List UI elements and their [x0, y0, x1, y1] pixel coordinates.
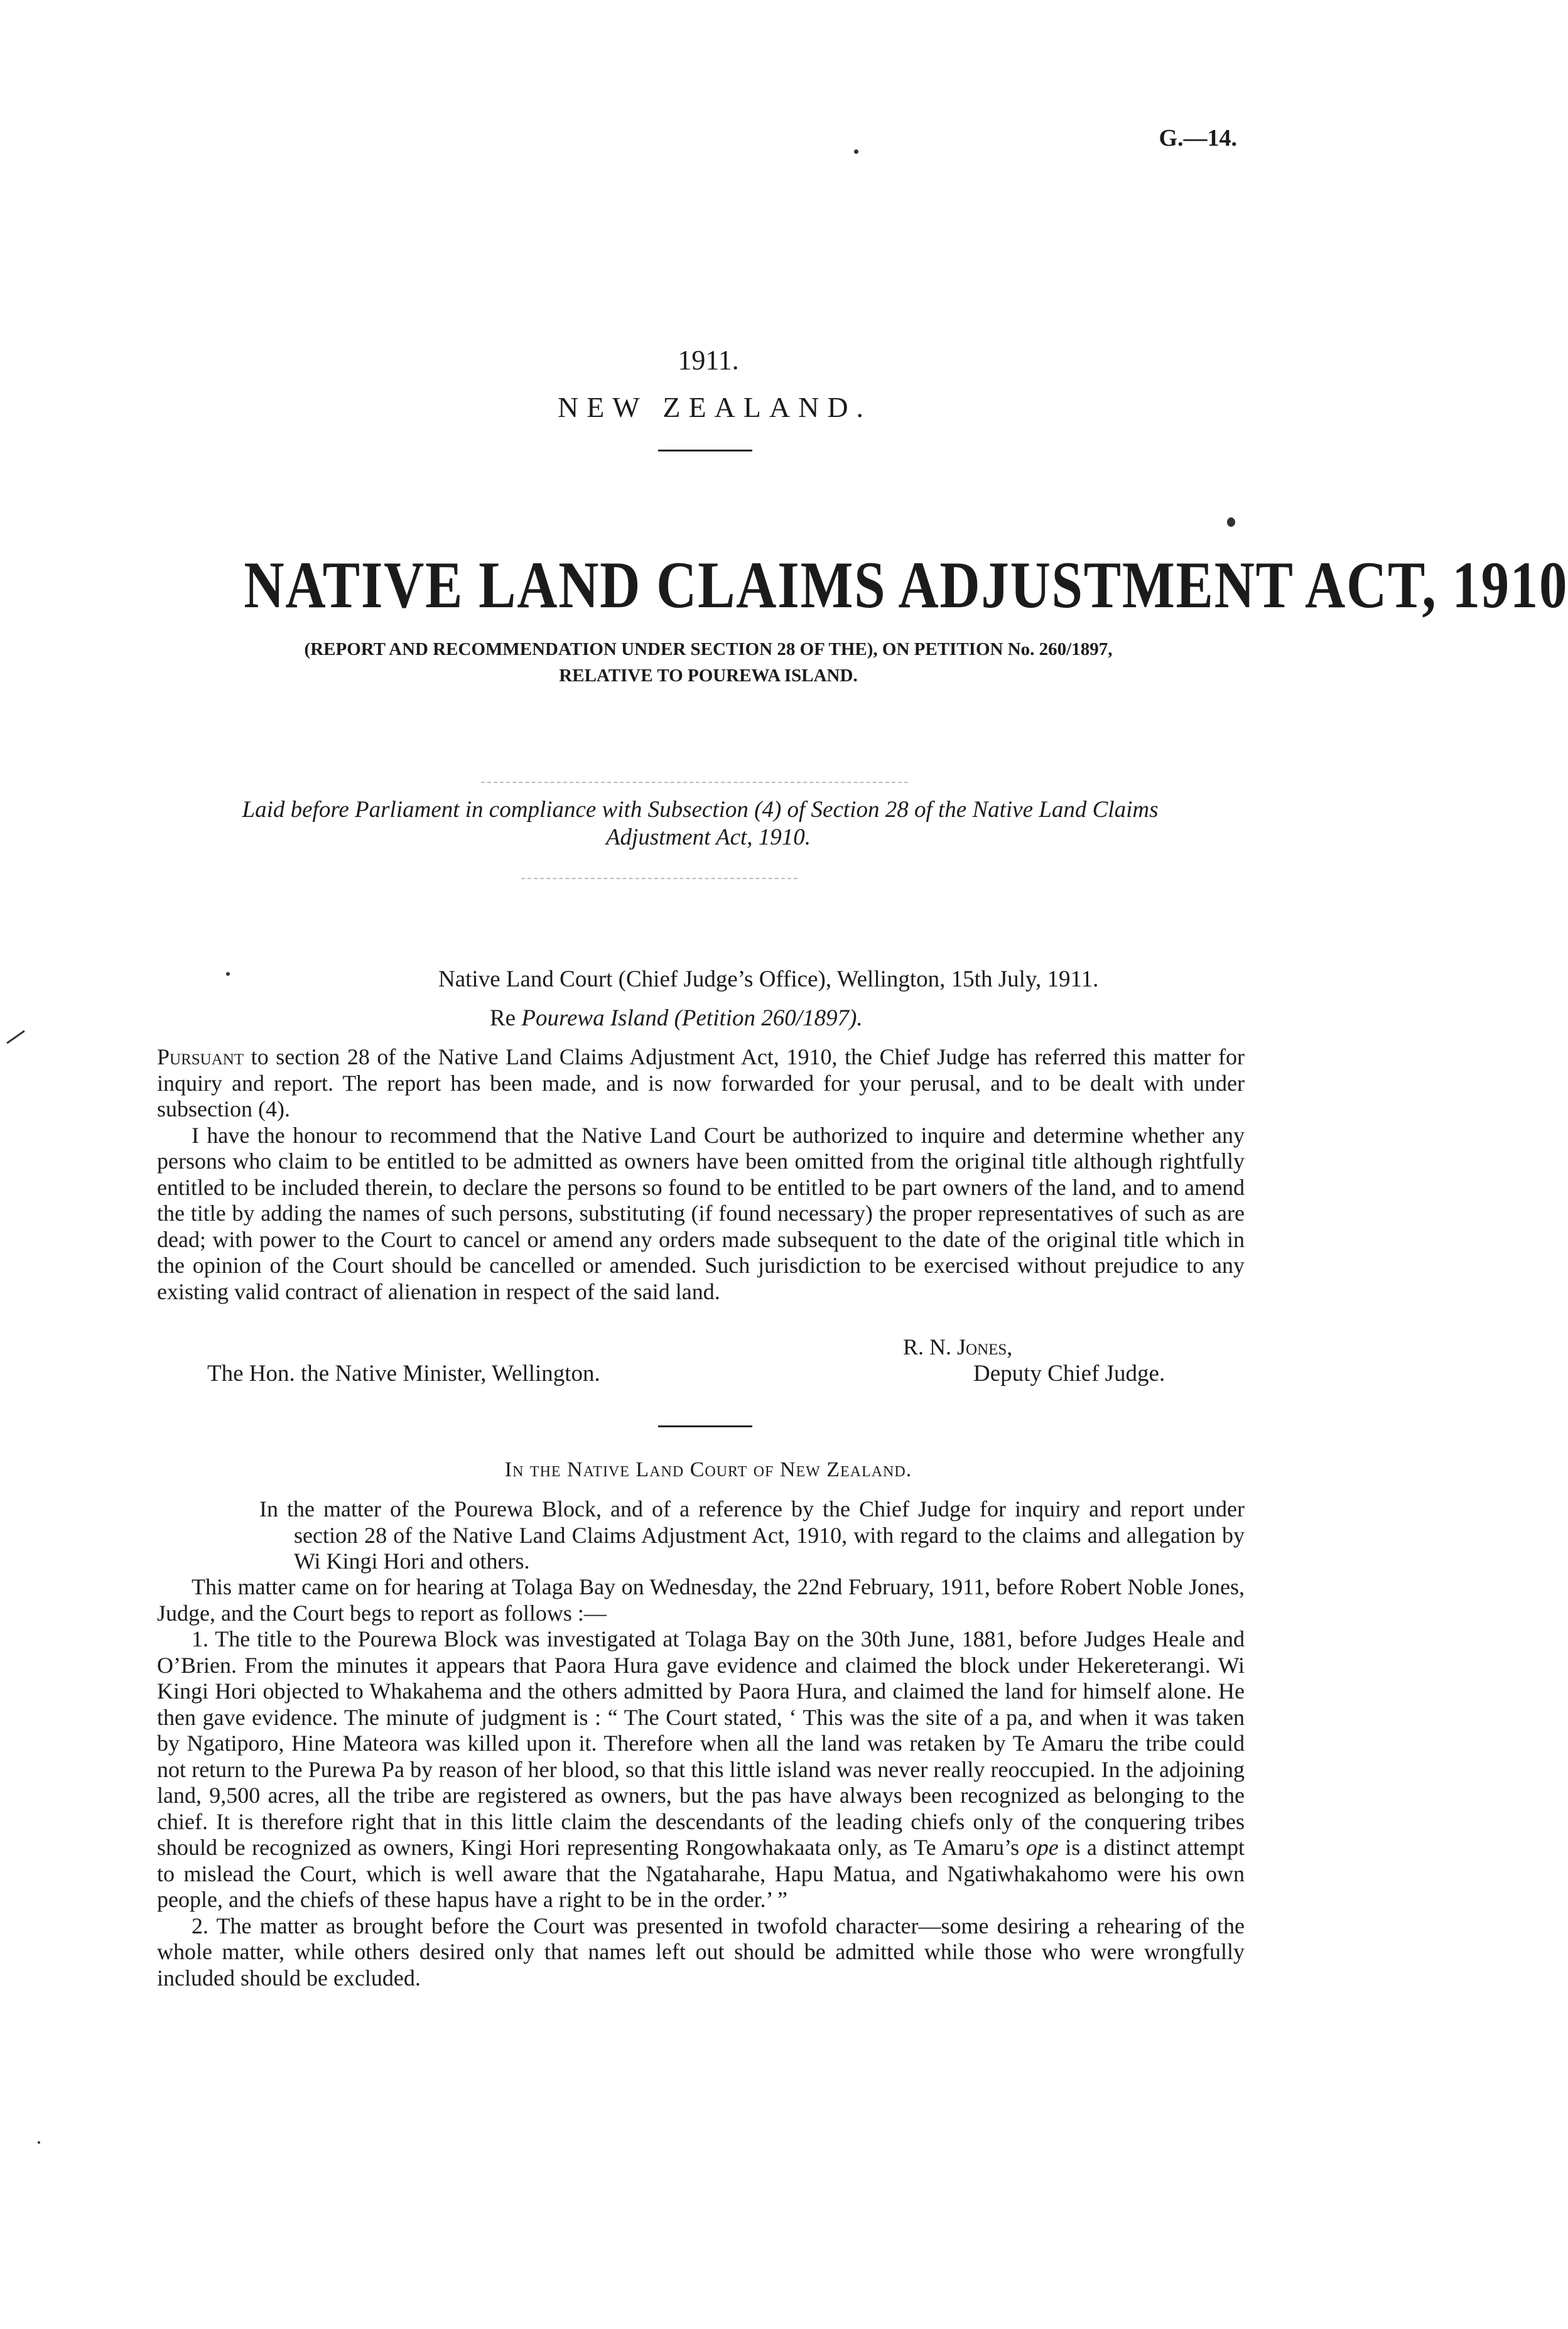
letter-body: [157, 1044, 1245, 1305]
court-paragraph-1-text-b: is a distinct attempt to mislead the Court, which is well aware that the Ngataharahe, Hapu Matua, and Ngatiwhakahomo were his own people, and the chiefs of these hapus have a right to be in the order.’ ”: [157, 1835, 1245, 1912]
court-heading: In the Native Land Court of New Zealand.: [504, 1458, 912, 1481]
court-paragraph-2: 2. The matter as brought before the Court was presented in twofold character—some desiring a rehearing of the whole matter, while others desired only that names left out should be admitted while those who were wrongfully included should be excluded.: [157, 1913, 1245, 1991]
scan-mark: [6, 1030, 25, 1044]
letter-re-subject: Pourewa Island (Petition 260/1897).: [521, 1005, 863, 1031]
court-matter: In the matter of the Pourewa Block, and of a reference by the Chief Judge for inquiry and report under section 28 of the Native Land Claims Adjustment Act, 1910, with regard to the claims and allegation by Wi Kingi Hori and others.: [259, 1496, 1245, 1574]
scan-speck: [38, 2141, 40, 2144]
faint-separator-2: [521, 878, 798, 879]
document-title: NATIVE LAND CLAIMS ADJUSTMENT ACT, 1910: [244, 548, 1568, 622]
scan-speck: [854, 149, 858, 154]
court-paragraph-1-text-a: 1. The title to the Pourewa Block was investigated at Tolaga Bay on the 30th June, 1881, before Judges Heale and O’Brien. From the minutes it appears that Paora Hura gave evidence and claimed the block under Hekereterangi. Wi Kingi Hori objected to Whakahema and the others admitted by Paora Hura, and claimed the land for himself alone. He then gave evidence. The minute of judgment is : “ The Court stated, ‘ This was the site of a pa, and when it was taken by Ngatiporo, Hine Mateora was killed upon it. Therefore when all the land was retaken by Te Amaru the tribe could not return to the Purewa Pa by reason of her blood, so that this little island was never really reoccupied. In the adjoining land, 9,500 acres, all the tribe are registered as owners, but the pas have always been recognized as belonging to the chief. It is therefore right that in this little claim the descendants of the leading chiefs only of the conquering tribes should be recognized as owners, Kingi Hori representing Rongowhakaata only, as Te Amaru’s: [157, 1626, 1245, 1860]
subtitle-line-2: RELATIVE TO POUREWA ISLAND.: [559, 666, 858, 686]
letter-signatory: R. N. Jones,: [903, 1334, 1013, 1359]
section-divider: [658, 1425, 752, 1427]
letter-lead-word: Pursuant: [157, 1044, 244, 1069]
scan-speck: [1227, 517, 1235, 527]
document-year: 1911.: [678, 345, 739, 376]
letter-re-line: [490, 1005, 1243, 1032]
letter-re-prefix: Re: [490, 1005, 522, 1031]
letter-paragraph-2: I have the honour to recommend that the Native Land Court be authorized to inquire and determine whether any persons who claim to be entitled to be admitted as owners have been omitted from the original title although rightfully entitled to be included therein, to declare the persons so found to be entitled to be part owners of the land, and to amend the title by adding the names of such persons, substituting (if found necessary) the proper representatives of such as are dead; with power to the Court to cancel or amend any orders made subsequent to the date of the original title which in the opinion of the Court should be cancelled or amended. Such jurisdiction to be exercised without prejudice to any existing valid contract of alienation in respect of the said land.: [157, 1122, 1245, 1304]
country-divider: [658, 450, 752, 451]
page-reference: G.—14.: [1159, 125, 1237, 151]
court-intro: This matter came on for hearing at Tolaga Bay on Wednesday, the 22nd February, 1911, before Robert Noble Jones, Judge, and the Court begs to report as follows :—: [157, 1574, 1245, 1626]
court-report-body: [157, 1574, 1245, 1991]
letter-signatory-title: Deputy Chief Judge.: [973, 1361, 1165, 1386]
subtitle-line-1: (REPORT AND RECOMMENDATION UNDER SECTION 28 OF THE), ON PETITION No. 260/1897,: [304, 639, 1113, 659]
letter-paragraph-1-text: to section 28 of the Native Land Claims Adjustment Act, 1910, the Chief Judge has referred this matter for inquiry and report. The report has been made, and is now forwarded for your perusal, and to be dealt with under subsection (4).: [157, 1044, 1245, 1121]
letter-addressee: The Hon. the Native Minister, Wellington.: [207, 1361, 600, 1386]
letter-address: Native Land Court (Chief Judge’s Office), Wellington, 15th July, 1911.: [438, 966, 1099, 992]
laid-before-line-2: Adjustment Act, 1910.: [605, 824, 811, 850]
laid-before-line-1: Laid before Parliament in compliance with Subsection (4) of Section 28 of the Native Land Claims: [242, 797, 1159, 823]
court-paragraph-1: [157, 1626, 1245, 1913]
scan-speck: [226, 972, 230, 976]
letter-paragraph-1: [157, 1044, 1245, 1123]
faint-separator-1: [481, 782, 908, 783]
court-paragraph-1-ope: ope: [1025, 1835, 1059, 1860]
country-heading: NEW ZEALAND.: [557, 391, 872, 423]
